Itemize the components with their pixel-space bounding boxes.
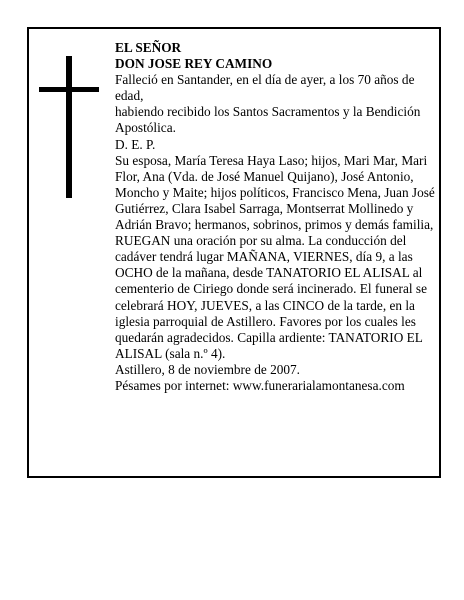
- obituary-notice: [27, 27, 441, 478]
- notice-paragraph-date: Astillero, 8 de noviembre de 2007.: [115, 361, 301, 377]
- notice-paragraph-sacraments: habiendo recibido los Santos Sacramentos y la Bendición Apostólica.: [115, 104, 421, 136]
- notice-paragraph-ceremony: RUEGAN una oración por su alma. La conducción del cadáver tendrá lugar MAÑANA, VIERNES, día 9, a las OCHO de la mañana, desde TANATORIO EL ALISAL al cementerio de Ciriego donde será incinerado. El funeral se celebrará HOY, JUEVES, a las CINCO de la tarde, en la iglesia parroquial de Astillero. Favores por los cuales les quedarán agradecidos. Capilla ardiente: TANATORIO EL ALISAL (sala n.º 4).: [115, 233, 427, 361]
- notice-paragraph-death: Falleció en Santander, en el día de ayer, a los 70 años de edad,: [115, 72, 415, 104]
- notice-paragraph-rip: D. E. P.: [115, 136, 156, 152]
- notice-heading-title: EL SEÑOR: [115, 40, 182, 55]
- cross-icon: [39, 56, 99, 198]
- cross-vertical-bar: [66, 56, 72, 198]
- notice-paragraph-condolences: Pésames por internet: www.funerarialamontanesa.com: [115, 377, 405, 393]
- notice-text: [115, 40, 437, 394]
- cross-horizontal-bar: [39, 87, 99, 92]
- deceased-name: DON JOSE REY CAMINO: [115, 56, 273, 72]
- notice-paragraph-family: Su esposa, María Teresa Haya Laso; hijos, Mari Mar, Mari Flor, Ana (Vda. de José Manuel Quijano), José Antonio, Moncho y Maite; hijos políticos, Francisco Mena, Juan José Gutiérrez, Clara Isabel Sarraga, Montserrat Mollinedo y Adrián Bravo; hermanos, sobrinos, primos y demás familia,: [115, 152, 435, 233]
